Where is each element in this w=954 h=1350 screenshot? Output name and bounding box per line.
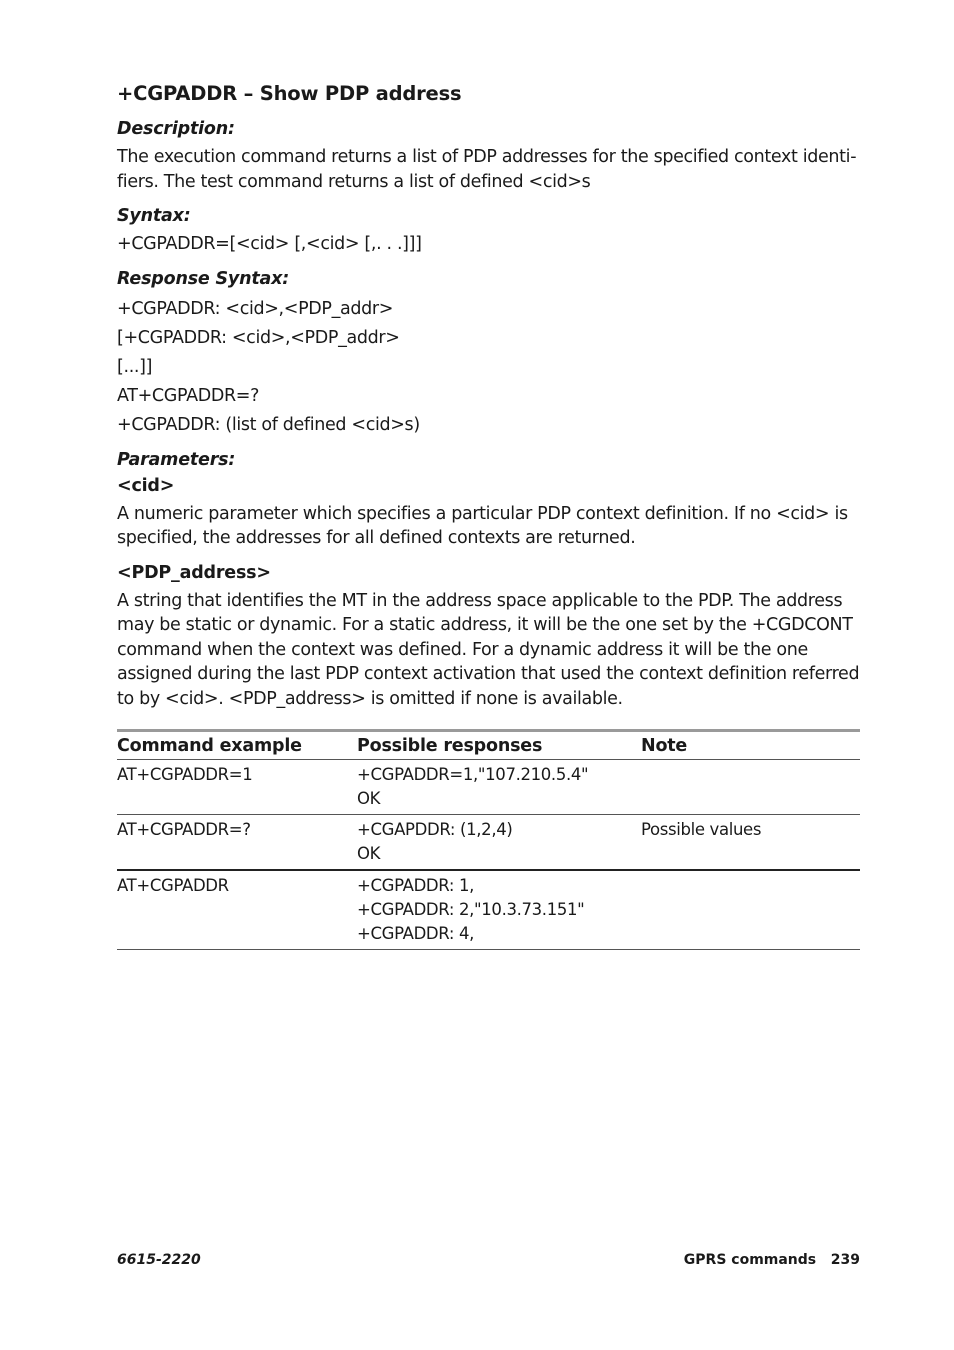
param-cid-text: A numeric parameter which specifies a particular PDP context definition. If no <cid> is specified, the addresses for all defined contexts are returned. [117, 503, 848, 548]
footer-page-number: 239 [830, 1252, 860, 1268]
cell-responses [357, 870, 641, 950]
table-row [117, 815, 860, 871]
table-row [117, 760, 860, 815]
table-header-row [117, 731, 860, 760]
command-example-table [117, 729, 860, 950]
table-row [117, 870, 860, 950]
document-page [117, 82, 860, 950]
cell-note: Possible values [641, 815, 860, 871]
syntax-text: +CGPADDR=[<cid> [,<cid> [,. . .]]] [117, 234, 422, 254]
page-title: +CGPADDR – Show PDP address [117, 82, 462, 105]
response-syntax-line: AT+CGPADDR=? [117, 385, 260, 406]
response-syntax-lines [117, 295, 860, 440]
description-text: The execution command returns a list of PDP addresses for the specified context identi-fiers. The test command returns a list of defined <cid>s [117, 147, 857, 192]
response-line: +CGPADDR: 1, [357, 876, 475, 895]
header-possible-responses: Possible responses [357, 731, 641, 760]
response-line: +CGPADDR: 2,"10.3.73.151" [357, 900, 585, 919]
footer-section: GPRS commands [683, 1252, 817, 1268]
response-syntax-heading: Response Syntax: [117, 268, 290, 289]
response-line: OK [357, 789, 381, 808]
response-syntax-line: [+CGPADDR: <cid>,<PDP_addr> [117, 327, 400, 348]
response-line: +CGPADDR=1,"107.210.5.4" [357, 765, 589, 784]
cell-command: AT+CGPADDR [117, 870, 357, 950]
cell-note [641, 870, 860, 950]
response-line: +CGAPDDR: (1,2,4) [357, 820, 513, 839]
response-line: +CGPADDR: 4, [357, 924, 475, 943]
parameters-heading: Parameters: [117, 449, 236, 470]
cell-command: AT+CGPADDR=1 [117, 760, 357, 815]
response-syntax-line: [...]] [117, 356, 153, 377]
response-line: OK [357, 844, 381, 863]
response-syntax-line: +CGPADDR: (list of defined <cid>s) [117, 414, 420, 435]
cell-responses [357, 760, 641, 815]
cell-note [641, 760, 860, 815]
cell-command: AT+CGPADDR=? [117, 815, 357, 871]
cell-responses [357, 815, 641, 871]
header-command-example: Command example [117, 731, 357, 760]
param-pdp-address-name: <PDP_address> [117, 562, 271, 583]
syntax-heading: Syntax: [117, 206, 191, 226]
response-syntax-line: +CGPADDR: <cid>,<PDP_addr> [117, 298, 394, 319]
param-pdp-address-text: A string that identifies the MT in the address space applicable to the PDP. The address may be static or dynamic. For a static address, it will be the one set by the +CGDCONT command when the context was defined. For a dynamic address it will be the one assigned during the last PDP context activation that used the context definition referred to by <cid>. <PDP_address> is omitted if none is available. [117, 590, 860, 709]
header-note: Note [641, 731, 860, 760]
param-cid-name: <cid> [117, 475, 175, 496]
description-heading: Description: [117, 119, 235, 139]
footer-section-page [684, 1252, 860, 1268]
footer-doc-number: 6615-2220 [117, 1252, 201, 1268]
